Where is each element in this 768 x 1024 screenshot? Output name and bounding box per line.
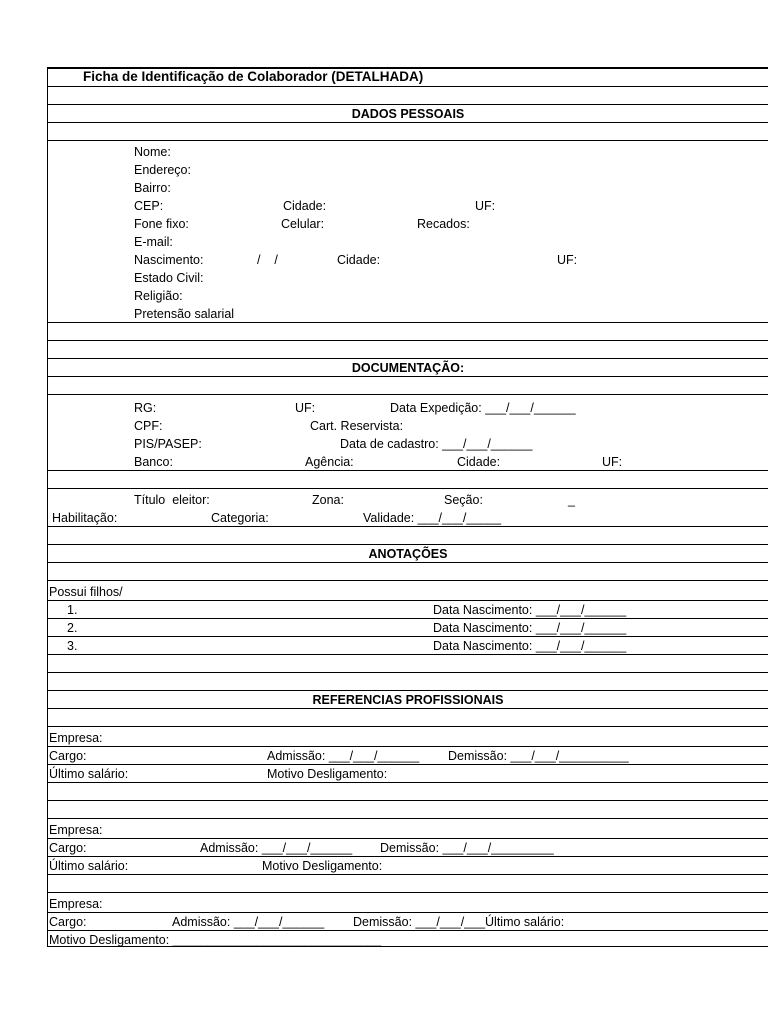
field-row-nascimento	[48, 251, 768, 269]
blank-row	[48, 875, 768, 893]
label-motivo-desligamento: Motivo Desligamento:	[267, 767, 388, 781]
label-ultimo-salario: Último salário:	[49, 767, 129, 781]
label-cidade-banco: Cidade:	[457, 455, 501, 469]
label-cart-reservista: Cart. Reservista:	[310, 419, 404, 433]
label-cargo: Cargo:	[49, 841, 87, 855]
label-cpf: CPF:	[134, 419, 163, 433]
section-title-anotacoes: ANOTAÇÕES	[368, 547, 448, 561]
field-row-empresa	[48, 895, 768, 913]
form-title-row	[48, 69, 768, 87]
field-row-ultimo-salario	[48, 857, 768, 875]
field-row-possui-filhos	[48, 583, 768, 601]
list-item	[48, 637, 768, 655]
label-cidade-nascimento: Cidade:	[337, 253, 381, 267]
blank-row	[48, 527, 768, 545]
field-row-email	[48, 233, 768, 251]
label-bairro: Bairro:	[134, 181, 171, 195]
child-number: 3.	[67, 639, 78, 653]
label-religiao: Religião:	[134, 289, 183, 303]
label-cargo: Cargo:	[49, 915, 87, 929]
field-row-banco	[48, 453, 768, 471]
label-secao: Seção:	[444, 493, 483, 507]
label-validade: Validade: ___/___/_____	[363, 511, 502, 525]
blank-row	[48, 655, 768, 673]
blank-row	[48, 87, 768, 105]
label-pis-pasep: PIS/PASEP:	[134, 437, 202, 451]
label-pretensao-salarial: Pretensão salarial	[134, 307, 235, 321]
label-fone-fixo: Fone fixo:	[134, 217, 189, 231]
label-empresa: Empresa:	[49, 823, 103, 837]
label-zona: Zona:	[312, 493, 344, 507]
label-demissao: Demissão: ___/___/_________	[380, 841, 554, 855]
label-uf-rg: UF:	[295, 401, 316, 415]
label-cargo: Cargo:	[49, 749, 87, 763]
label-email: E-mail:	[134, 235, 173, 249]
field-row-pretensao	[48, 305, 768, 323]
label-admissao: Admissão: ___/___/______	[200, 841, 353, 855]
label-celular: Celular:	[281, 217, 325, 231]
field-row-ultimo-salario	[48, 765, 768, 783]
label-uf-banco: UF:	[602, 455, 623, 469]
label-possui-filhos: Possui filhos/	[49, 585, 123, 599]
label-data-nascimento-filho: Data Nascimento: ___/___/______	[433, 621, 627, 635]
label-cep: CEP:	[134, 199, 164, 213]
field-row-religiao	[48, 287, 768, 305]
label-ultimo-salario: Último salário:	[49, 859, 129, 873]
section-title-referencias: REFERENCIAS PROFISSIONAIS	[312, 693, 504, 707]
field-row-empresa	[48, 729, 768, 747]
label-uf-nascimento: UF:	[557, 253, 578, 267]
nascimento-date-slashes: / /	[257, 253, 278, 267]
label-data-cadastro: Data de cadastro: ___/___/______	[340, 437, 533, 451]
blank-row	[48, 323, 768, 341]
form-title: Ficha de Identificação de Colaborador (DETALHADA)	[83, 69, 424, 84]
label-data-expedicao: Data Expedição: ___/___/______	[390, 401, 576, 415]
section-header-documentacao	[48, 359, 768, 377]
field-row-estado-civil	[48, 269, 768, 287]
field-row-cargo	[48, 747, 768, 765]
section-title-documentacao: DOCUMENTAÇÃO:	[351, 361, 465, 375]
section-title-dados-pessoais: DADOS PESSOAIS	[351, 107, 465, 121]
field-row-rg	[48, 399, 768, 417]
blank-row	[48, 563, 768, 581]
label-categoria: Categoria:	[211, 511, 269, 525]
label-banco: Banco:	[134, 455, 173, 469]
section-header-referencias	[48, 691, 768, 709]
label-recados: Recados:	[417, 217, 470, 231]
blank-row	[48, 377, 768, 395]
label-empresa: Empresa:	[49, 897, 103, 911]
label-data-nascimento-filho: Data Nascimento: ___/___/______	[433, 639, 627, 653]
list-item	[48, 619, 768, 637]
field-row-cpf	[48, 417, 768, 435]
field-row-pis	[48, 435, 768, 453]
field-row-endereco	[48, 161, 768, 179]
blank-row	[48, 123, 768, 141]
label-titulo-eleitor: Título eleitor:	[134, 493, 210, 507]
field-row-cep	[48, 197, 768, 215]
label-estado-civil: Estado Civil:	[134, 271, 204, 285]
label-cidade: Cidade:	[283, 199, 327, 213]
identification-form	[47, 67, 768, 947]
blank-row	[48, 783, 768, 801]
field-row-habilitacao	[48, 509, 768, 527]
label-admissao: Admissão: ___/___/______	[172, 915, 325, 929]
list-item	[48, 601, 768, 619]
blank-row	[48, 341, 768, 359]
field-row-cargo	[48, 839, 768, 857]
field-row-fone	[48, 215, 768, 233]
field-row-motivo-desligamento	[48, 931, 768, 949]
field-row-bairro	[48, 179, 768, 197]
blank-row	[48, 801, 768, 819]
child-number: 2.	[67, 621, 78, 635]
label-agencia: Agência:	[305, 455, 354, 469]
label-uf: UF:	[475, 199, 496, 213]
label-nome: Nome:	[134, 145, 171, 159]
section-header-anotacoes	[48, 545, 768, 563]
label-data-nascimento-filho: Data Nascimento: ___/___/______	[433, 603, 627, 617]
label-rg: RG:	[134, 401, 157, 415]
secao-underline: _	[568, 493, 575, 507]
field-row-titulo-eleitor	[48, 491, 768, 509]
label-habilitacao: Habilitação:	[52, 511, 118, 525]
field-row-nome	[48, 143, 768, 161]
field-row-cargo	[48, 913, 768, 931]
section-header-dados-pessoais	[48, 105, 768, 123]
blank-row	[48, 471, 768, 489]
label-nascimento: Nascimento:	[134, 253, 204, 267]
blank-row	[48, 673, 768, 691]
child-number: 1.	[67, 603, 78, 617]
label-empresa: Empresa:	[49, 731, 103, 745]
label-motivo-desligamento: Motivo Desligamento:	[262, 859, 383, 873]
label-endereco: Endereço:	[134, 163, 191, 177]
label-demissao: Demissão: ___/___/__________	[448, 749, 629, 763]
field-row-empresa	[48, 821, 768, 839]
label-admissao: Admissão: ___/___/______	[267, 749, 420, 763]
label-motivo-desligamento: Motivo Desligamento: ______________________________	[49, 933, 382, 947]
blank-row	[48, 709, 768, 727]
label-demissao-ultimo-salario: Demissão: ___/___/___Último salário:	[353, 915, 565, 929]
